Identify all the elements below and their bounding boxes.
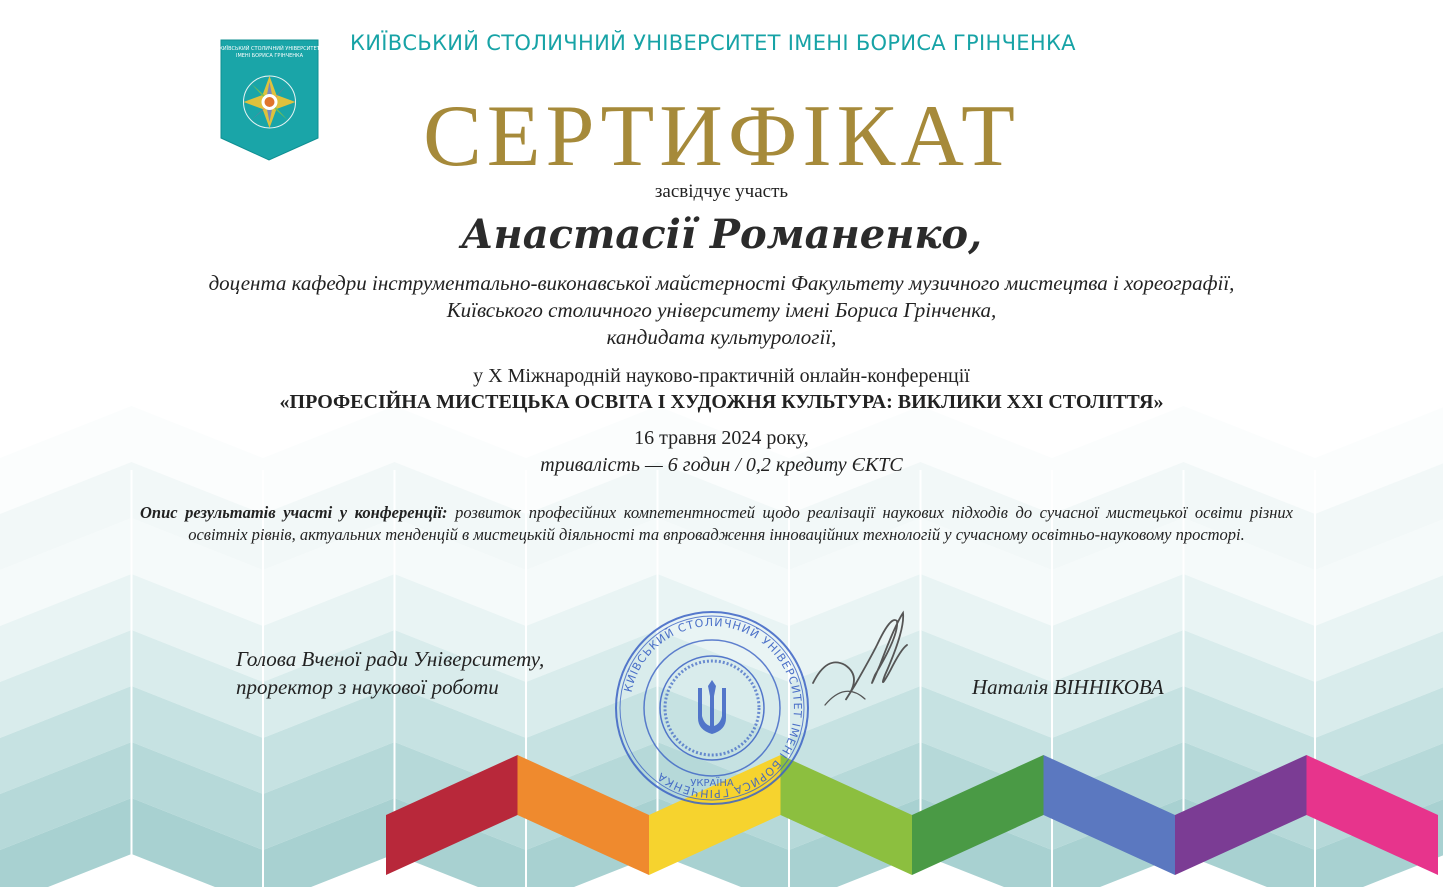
signer-role-line-1: Голова Вченої ради Університету, (236, 647, 545, 671)
position-line-3: кандидата культурології, (606, 325, 837, 349)
svg-text:ІМЕНІ БОРИСА ГРІНЧЕНКА: ІМЕНІ БОРИСА ГРІНЧЕНКА (235, 53, 304, 59)
university-name: КИЇВСЬКИЙ СТОЛИЧНИЙ УНІВЕРСИТЕТ ІМЕНІ БОРИСА ГРІНЧЕНКА (350, 31, 1076, 55)
conference-date: 16 травня 2024 року, (634, 427, 809, 449)
recipient-name: Анастасії Романенко, (460, 211, 983, 258)
description-text: розвиток професійних компетентностей щодо реалізації наукових підходів до сучасної мистецької освіти різних освітніх рівнів, актуальних тенденцій в мистецькій діяльності та впровадження інноваційних технологій у сучасному освітньо-науковому просторі. (188, 503, 1293, 544)
svg-text:КИЇВСЬКИЙ СТОЛИЧНИЙ УНІВЕРСИТЕ: КИЇВСЬКИЙ СТОЛИЧНИЙ УНІВЕРСИТЕТ (219, 46, 320, 52)
position-line-1: доцента кафедри інструментально-виконавської майстерності Факультету музичного мистецтва і хореографії, (208, 271, 1235, 295)
certificate-subtitle: засвідчує участь (654, 181, 789, 202)
signer-role-line-2: проректор з наукової роботи (236, 675, 499, 699)
description (140, 502, 1293, 546)
stamp-country: УКРАЇНА (690, 778, 734, 789)
conference-title: «ПРОФЕСІЙНА МИСТЕЦЬКА ОСВІТА І ХУДОЖНЯ КУЛЬТУРА: ВИКЛИКИ ХХІ СТОЛІТТЯ» (279, 391, 1164, 413)
description-label: Опис результатів участі у конференції: (140, 503, 448, 522)
position-line-2: Київського столичного університету імені Бориса Грінченка, (446, 298, 997, 322)
trident-icon (698, 680, 726, 734)
svg-text:КИЇВСЬКИЙ СТОЛИЧНИЙ УНІВЕРСИТЕ: КИЇВСЬКИЙ СТОЛИЧНИЙ УНІВЕРСИТЕТ ІМЕНІ БОРИСА ГРІНЧЕНКА (621, 615, 805, 801)
conference-duration: тривалість — 6 годин / 0,2 кредиту ЄКТС (540, 454, 903, 476)
certificate-title: СЕРТИФІКАТ (423, 88, 1020, 185)
official-stamp (612, 610, 812, 806)
signer-name: Наталія ВІННІКОВА (972, 675, 1164, 699)
handwritten-signature (805, 605, 920, 725)
conference-intro: у Х Міжнародній науково-практичній онлайн-конференції (473, 365, 970, 387)
